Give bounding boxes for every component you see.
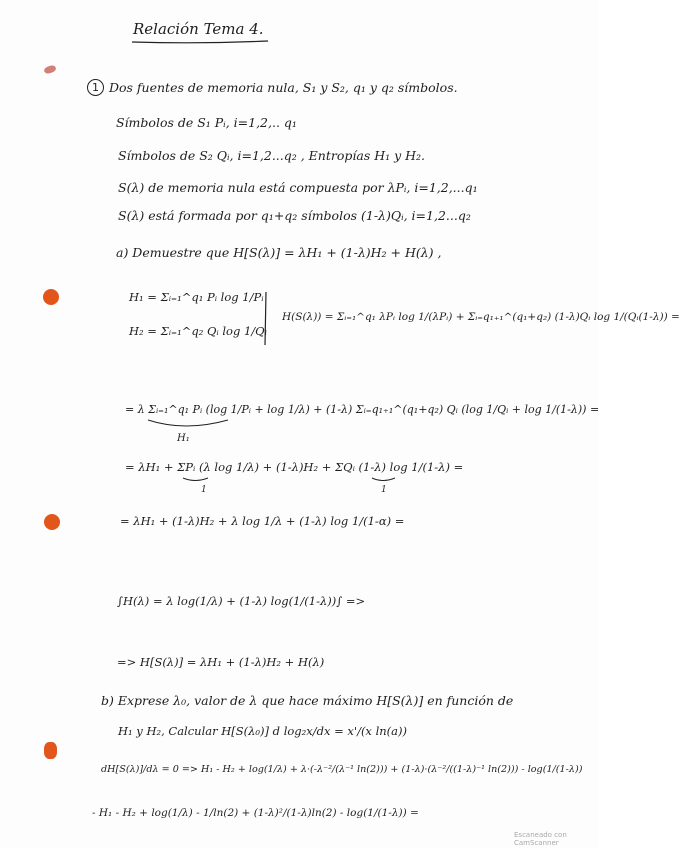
line-5: S(λ) está formada por q₁+q₂ símbolos (1-λ)Qᵢ, i=1,2...q₂ [118,208,471,223]
step-2-brace-a: 1 [201,485,207,495]
bullet-3 [44,742,57,759]
part-b-derivative-cont: - H₁ - H₂ + log(1/λ) - 1/ln(2) + (1-λ)²/(1-λ)ln(2) - log(1/(1-λ)) = [92,807,419,819]
hs-expansion: H(S(λ)) = Σᵢ₌₁^q₁ λPᵢ log 1/(λPᵢ) + Σᵢ₌q₁₊₁^(q₁+q₂) (1-λ)Qᵢ log 1/(Qᵢ(1-λ)) = [282,311,680,323]
step-5: => H[S(λ)] = λH₁ + (1-λ)H₂ + H(λ) [117,655,325,669]
part-b-line-1: b) Exprese λ₀, valor de λ que hace máximo H[S(λ)] en función de [101,693,514,708]
bullet-1 [43,289,59,305]
line-2: Símbolos de S₁ Pᵢ, i=1,2,.. q₁ [116,115,297,130]
line-4: S(λ) de memoria nula está compuesta por λPᵢ, i=1,2,...q₁ [118,180,478,195]
h2-definition: H₂ = Σᵢ₌₁^q₂ Qᵢ log 1/Qᵢ [129,324,267,338]
h1-definition: H₁ = Σᵢ₌₁^q₁ Pᵢ log 1/Pᵢ [129,290,264,304]
step-2-brace-b: 1 [381,485,387,495]
exercise-number: 1 [87,79,104,96]
line-6: a) Demuestre que H[S(λ)] = λH₁ + (1-λ)H₂ + H(λ) , [116,245,442,260]
part-b-derivative: dH[S(λ)]/dλ = 0 => H₁ - H₂ + log(1/λ) + λ·(-λ⁻²/(λ⁻¹ ln(2))) + (1-λ)·(λ⁻²/((1-λ)⁻¹ ln(2))) - log(1/(1-λ)) [101,764,583,775]
scanner-watermark: Escaneado con CamScanner [514,831,567,847]
step-1-brace-label: H₁ [177,433,190,444]
part-b-line-2: H₁ y H₂, Calcular H[S(λ₀)] d log₂x/dx = x'/(x ln(a)) [118,724,407,738]
step-3: = λH₁ + (1-λ)H₂ + λ log 1/λ + (1-λ) log 1/(1-α) = [120,514,405,528]
step-1: = λ Σᵢ₌₁^q₁ Pᵢ (log 1/Pᵢ + log 1/λ) + (1-λ) Σᵢ₌q₁₊₁^(q₁+q₂) Qᵢ (log 1/Qᵢ + log 1/(1-λ)) = [125,403,600,416]
step-2: = λH₁ + ΣPᵢ (λ log 1/λ) + (1-λ)H₂ + ΣQᵢ (1-λ) log 1/(1-λ) = [125,460,464,474]
line-3: Símbolos de S₂ Qᵢ, i=1,2...q₂ , Entropías H₁ y H₂. [118,148,426,163]
page-title: Relación Tema 4. [133,20,264,38]
step-4: ∫H(λ) = λ log(1/λ) + (1-λ) log(1/(1-λ))∫ => [117,594,366,608]
bullet-2 [44,514,60,530]
line-1: Dos fuentes de memoria nula, S₁ y S₂, q₁ y q₂ símbolos. [109,80,458,95]
